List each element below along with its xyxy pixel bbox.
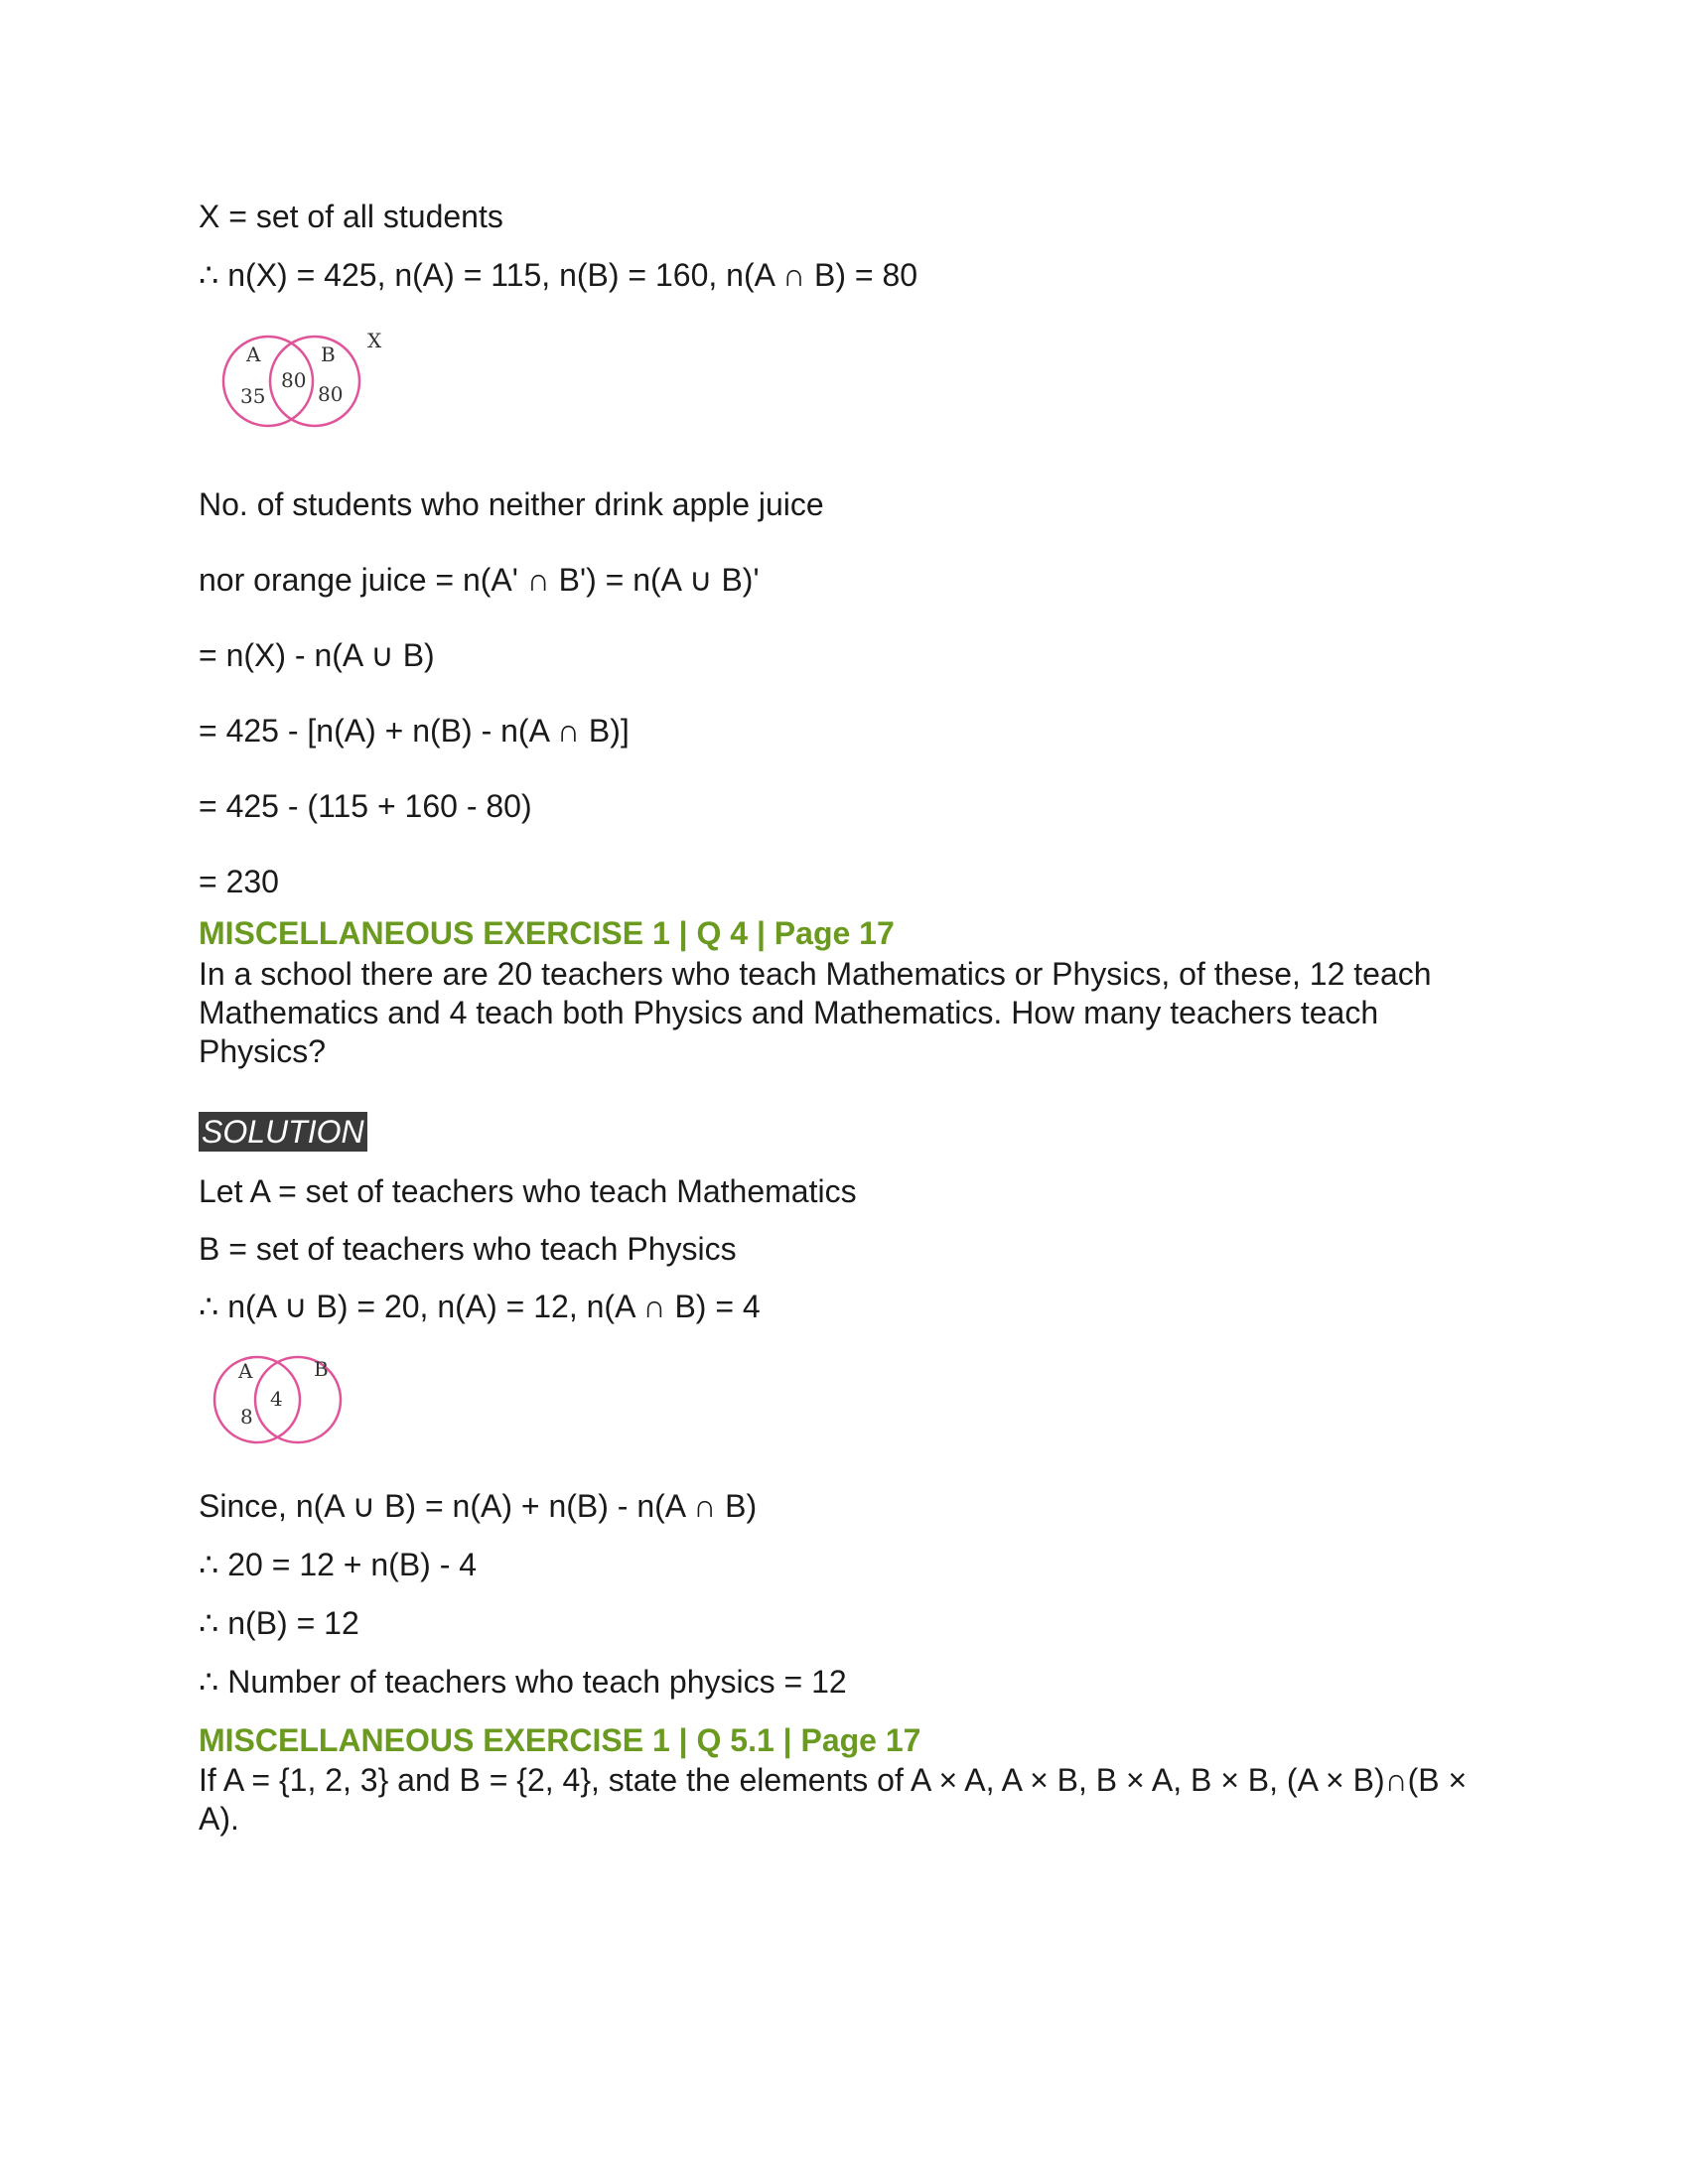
- question-text: In a school there are 20 teachers who teach Mathematics or Physics, of these, 12 teach Mathematics and 4 teach both Physics and Mathematics. How many teachers teach Physics?: [199, 956, 1432, 1069]
- text-line: Since, n(A ∪ B) = n(A) + n(B) - n(A ∩ B): [199, 1488, 758, 1524]
- text-line: = 425 - [n(A) + n(B) - n(A ∩ B)]: [199, 713, 630, 749]
- question-text: If A = {1, 2, 3} and B = {2, 4}, state the elements of A × A, A × B, B × A, B × B, (A × B)∩(B × A).: [199, 1762, 1468, 1837]
- text-line: ∴ 20 = 12 + n(B) - 4: [199, 1547, 478, 1582]
- text-line: = 230: [199, 864, 279, 899]
- venn-diagram-juice: [220, 326, 399, 437]
- question-heading[interactable]: MISCELLANEOUS EXERCISE 1 | Q 4 | Page 17: [199, 915, 895, 951]
- set-a-label: A: [238, 1359, 253, 1383]
- set-a-circle: [214, 1357, 300, 1442]
- intersection-value: 4: [270, 1387, 283, 1411]
- text-line: = n(X) - n(A ∪ B): [199, 637, 435, 673]
- text-line: ∴ n(X) = 425, n(A) = 115, n(B) = 160, n(A ∩ B) = 80: [199, 257, 918, 293]
- text-line: ∴ n(B) = 12: [199, 1605, 359, 1641]
- text-line: No. of students who neither drink apple juice: [199, 486, 824, 522]
- solution-label: SOLUTION: [199, 1112, 367, 1152]
- text-line: nor orange juice = n(A' ∩ B') = n(A ∪ B)': [199, 562, 760, 598]
- only-b-value: 80: [318, 382, 344, 406]
- only-a-value: 8: [240, 1405, 253, 1429]
- set-b-label: B: [321, 342, 336, 366]
- text-line: B = set of teachers who teach Physics: [199, 1231, 737, 1267]
- intersection-value: 80: [281, 368, 307, 392]
- text-line: Let A = set of teachers who teach Mathematics: [199, 1173, 857, 1209]
- text-line: X = set of all students: [199, 199, 503, 234]
- only-a-value: 35: [240, 384, 266, 408]
- venn-diagram-teachers: [212, 1348, 361, 1453]
- text-line: = 425 - (115 + 160 - 80): [199, 788, 532, 824]
- question-heading[interactable]: MISCELLANEOUS EXERCISE 1 | Q 5.1 | Page 17: [199, 1722, 921, 1758]
- set-a-label: A: [246, 342, 261, 366]
- text-line: ∴ Number of teachers who teach physics = 12: [199, 1664, 847, 1700]
- set-b-label: B: [314, 1357, 329, 1381]
- universal-set-label: X: [367, 329, 382, 352]
- text-line: ∴ n(A ∪ B) = 20, n(A) = 12, n(A ∩ B) = 4: [199, 1289, 761, 1324]
